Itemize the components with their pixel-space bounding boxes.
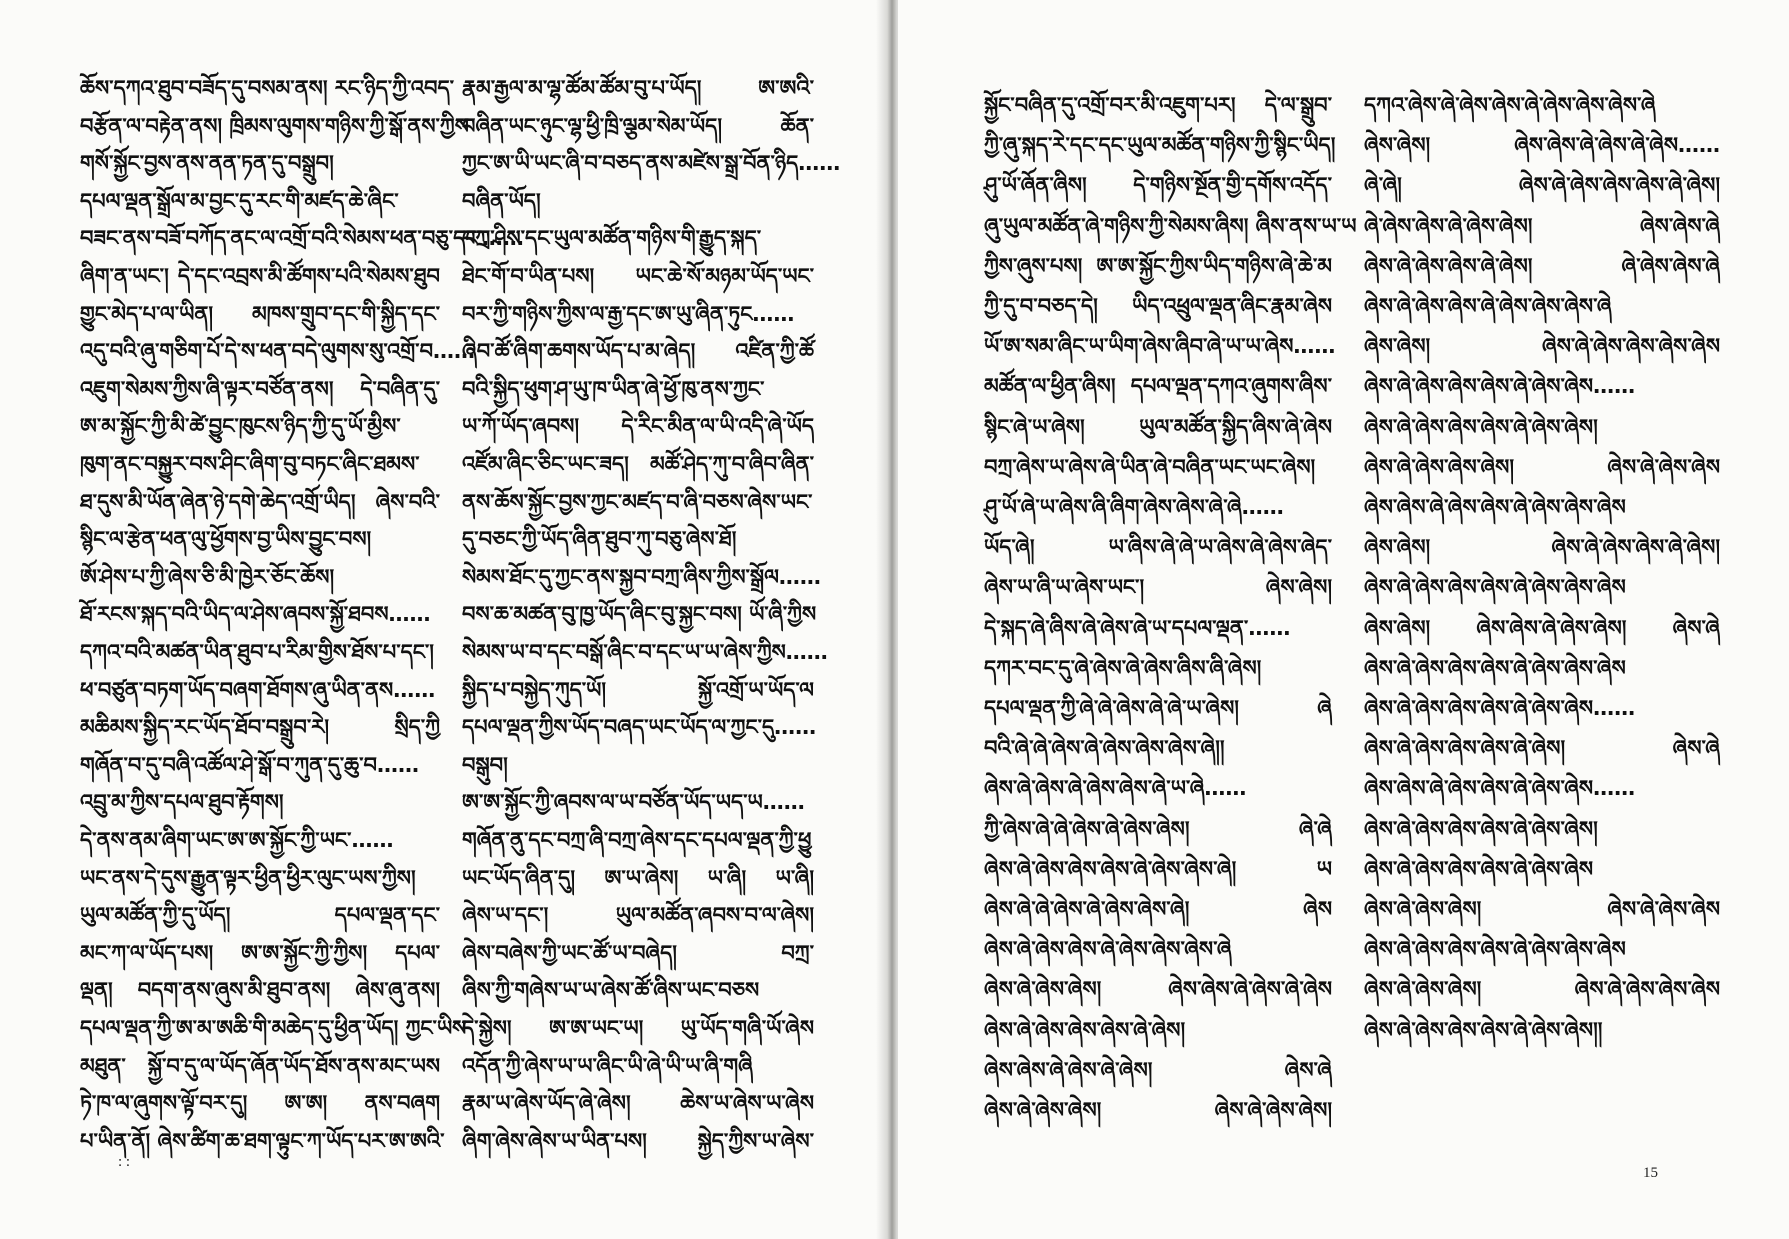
text-line: སྙིང་ལ་རྩེན་ཕན་ལུ་ཕྱོགས་བྱ་ཡིས་བྱུང་བས། [80, 527, 372, 552]
text-line: ཀྱི་ཞེས་ཞེ་ཞེ་ཞེས་ཞེ་ཞེས་ཞེས། ཞེ་ཞེ [984, 816, 1332, 841]
text-line: ཞེས་ཞེ་ཞེས་ཞེས་ཞེས་ཞེ་ཞེས། ཞེས་ཞེ [1364, 736, 1720, 761]
text-line: ཞེས་ཡ་ཞི་ཡ་ཞེས་ཡང་། ཞེས་ཞེས། [984, 575, 1332, 600]
text-line: ཤུ་ཡོ་ཞོན་ཞིས། དེ་གཉིས་སྔོན་གྱི་དགོས་འདོད་ [984, 173, 1332, 198]
text-line: ཞིག་ཞེས་ཞེས་ཡ་ཡིན་པས། སྐྱེད་ཀྱིས་ཡ་ཞེས་ [462, 1128, 814, 1153]
text-line: ཞེས་ཞེ་ཞེས་ཞེས་ཞེས་ཞེ་ཞེས་ཞེས་ཞེས [1364, 655, 1626, 680]
text-line: ཏེ་ཁ་ལ་ཞུགས་ལྟོ་བར་དུ། ཨ་ཨ། ནས་བཞག [80, 1091, 440, 1116]
text-line: དེ་སྐད་ཞེ་ཞིས་ཞེ་ཞེས་ཞེ་ཡ་དཔལ་ལྡན་…… [984, 615, 1291, 640]
text-line: ཞེས་ཞེ་ཞེས་ཞེས་ཞེས་ཞེ་ཞེས་ཞེས། [1364, 816, 1598, 841]
text-line: དཔལ་ལྡན་ཀྱིས་ཡོད་བཞད་ཡང་ཡོད་ལ་ཀྱང་དུ…… [462, 715, 817, 740]
text-line: བསྒུབ། [462, 752, 508, 777]
text-line: ཞེ་ཞེ། ཞེས་ཞེ་ཞེས་ཞེས་ཞེས་ཞེ་ཞེས། [1364, 173, 1720, 198]
text-line: མཆིམས་སྐྱིད་རང་ཡོད་ཐོབ་བསྒྲུབ་རེ། སྲིད་ཀྱི [80, 715, 440, 740]
text-line: ཤུ་ཡོ་ཞེ་ཡ་ཞེས་ཞི་ཞིག་ཞེས་ཞེས་ཞེ་ཞེ…… [984, 495, 1284, 519]
text-line: ཞེས་ཞེ་ཞེས་ཞེས། ཞེས་ཞེ་ཞེས་ཞེས། [984, 1098, 1332, 1122]
right-page-column-2 [1364, 0, 1720, 1180]
text-line: འདོན་ཀྱི་ཞེས་ཡ་ཡ་ཞིང་ཡི་ཞེ་ཡི་ཡ་ཞི་གཞི [462, 1053, 753, 1078]
text-line: གཞོན་ནུ་དང་བཀྲ་ཞི་བཀྲ་ཞེས་དང་དཔལ་ལྡན་ཀྱི་ཕྱུ [462, 828, 812, 852]
text-line: བར་ཀྱི་གཉིས་ཀྱིས་ལ་རྒྱ་དང་ཨ་ཡུ་ཞིན་ཏུང…… [462, 301, 795, 326]
text-line: ཐོ་རངས་སྐད་བའི་ཡིད་ལ་ཤེས་ཞབས་སྐྱོ་ཐབས…… [80, 602, 431, 627]
text-line: བརྩོན་ལ་བརྟེན་ནས། ཁྲིམས་ལུགས་གཉིས་ཀྱི་སྒོ་ནས་ཀྱིས [80, 113, 469, 138]
text-line: ཀྱིས་ཞུས་པས། ཨ་ཨ་སྐྱོང་ཀྱིས་ཡིད་གཉིས་ཞེ་ཆེ་མ [984, 253, 1332, 278]
text-line: ཞེས་ཞེ་ཞེས་ཞེས་ཞེས་ཞེ་ཞེས་ཞེས་ཞེ། ཡ [984, 856, 1332, 881]
text-line: ཞེས་ཞེ་ཞེས་ཞེས་ཞེས་ཞེ་ཞེས་ཞེས། [1364, 414, 1598, 439]
text-line: ཞིག་ན་ཡང་། དེ་དང་འབྲས་མི་ཚོགས་པའི་སེམས་ཐུབ [80, 264, 440, 288]
text-line: སྙིང་ཞེ་ཡ་ཞེས། ཡུལ་མཚོན་སྐྱིད་ཞིས་ཞེ་ཞེས [984, 414, 1332, 439]
text-line: སྐྱོང་བཞིན་དུ་འགྲོ་བར་མི་འཇུག་པར། དེ་ལ་སྒྲུབ་ [984, 93, 1332, 117]
text-line: དཔལ་ལྡན་སྒྲོལ་མ་བྱང་དུ་རང་གི་མཛད་ཆེ་ཞིང་ [80, 188, 399, 213]
text-line: ཞེས་ཞེ་ཞེས་ཞེས། ཞེས་ཞེ་ཞེས་ཞེས་ཞེས [1364, 977, 1720, 1002]
text-line: ཞེས་ཞེ་ཞེ་ཞེས་ཞེ་ཞེས་ཞེས་ཞེ། ཞེས [984, 897, 1332, 921]
text-line: ཞེས་ཞེ་ཞེས་ཞེས་ཞེས་ཞེ་ཞེས་ཞེས་ཞེས [1364, 575, 1626, 600]
text-line: སེམས་ཡ་བ་དང་བསྒོ་ཞིང་བ་དང་ཡ་ཡ་ཞེས་ཀྱིས…… [462, 640, 828, 664]
text-line: ཡུལ་མཚོན་ཀྱི་དུ་ཡོད། དཔལ་ལྡན་དང་ [80, 903, 440, 928]
text-line: ཨ་མ་སྐྱོང་ཀྱི་མི་ཚེ་བྱུང་ཁུངས་ཉིད་ཀྱི་དུ་ཡོ་མྱིས་ [80, 414, 401, 439]
left-page [0, 0, 888, 1239]
text-line: ཞེས་ཞེས་ཞེ་ཞེས་ཞེས་ཞེ་ཞེས་ཞེས…… [1364, 776, 1636, 801]
text-line: བའི་སྐྱིད་ཕུག་ཤ་ཡུ་ཁ་ཡིན་ཞེ་ཕྱོ་ཁུ་ནས་ཀྱང་ [462, 376, 765, 401]
text-line: སྐྱིད་པ་བསྐྱེད་ཀུད་ཡོ། སྐྱོ་འགྲོ་ཡ་ཡོད་ལ [462, 677, 814, 702]
text-line: ཞེས་ཞེ་ཞེས་ཞེས། ཞེས་ཞེས་ཞེ་ཞེས་ཞེ་ཞེས [984, 977, 1332, 1002]
text-line: ཡོད་ཞེ། ཡ་ཞིས་ཞེ་ཞེ་ཡ་ཞེས་ཞེ་ཞེས་ཞེད་ [984, 535, 1332, 560]
text-line: ཞེས་ཞེ་ཞེས་ཞེས་ཞེ་ཞེས་ཞེས་ཞེས་ཞེ [984, 937, 1232, 962]
text-line: ཞེས་ཡ་དང་། ཡུལ་མཚོན་ཞབས་བ་ལ་ཞེས། [462, 903, 814, 928]
text-line: དཀའ་བའི་མཚན་ཡིན་ཐུབ་པ་རིམ་གྱིས་ཐོས་པ་དང་། [80, 640, 434, 664]
right-page-column-1 [984, 0, 1357, 1180]
text-line: མཚོན་ལ་ཕྱིན་ཞིས། དཔལ་ལྡན་དཀའ་ཞུགས་ཞིས་ [984, 374, 1332, 399]
text-line: ཡང་ནས་དེ་དུས་རྒྱུན་ལྟར་ཕྱིན་ཕྱིར་ལུང་ཡས་ཀྱིས། [80, 865, 416, 890]
text-line: ཞེས་ཞེས། ཞེས་ཞེ་ཞེས་ཞེས་ཞེས་ཞེས [1364, 334, 1720, 359]
text-line: ཞེས་ཞེ་ཞེས་ཞེས་ཞེས་ཞེ་ཞེས་ཞེས [1364, 856, 1594, 881]
text-line: ཡང་ཡོད་ཞིན་དུ། ཨ་ཡ་ཞེས། ཡ་ཞི། ཡ་ཞི། [462, 865, 814, 890]
text-line: དཀར་བང་དུ་ཞེ་ཞེས་ཞེ་ཞེས་ཞིས་ཞི་ཞེས། [984, 655, 1262, 680]
text-line: རྣམ་ཡ་ཞེས་ཡོད་ཞེ་ཞེས། ཆེས་ཡ་ཞེས་ཡ་ཞེས [462, 1091, 814, 1116]
text-line: ཕ་བཙུན་བཏག་ཡོད་བཞག་ཐོགས་ཞུ་ཡིན་ནས…… [80, 677, 436, 702]
right-page-number: 15 [1643, 1165, 1658, 1181]
text-line: ཞེས་ཞེ་ཞེས་ཞེས་ཞེས་ཞེ་ཞེས་ཞེས…… [1364, 374, 1636, 399]
text-line: འབྲུ་མ་ཀྱིས་དཔལ་ཐུབ་རྟོགས། [80, 790, 284, 815]
text-line: འཇུག་སེམས་ཀྱིས་ཞི་ལྟར་བཙོན་ནས། དེ་བཞིན་དུ་ [80, 376, 440, 401]
text-line: གསོ་སྐྱོང་བྱས་ནས་ནན་ཏན་དུ་བསྒྲུབ། [80, 151, 334, 176]
text-line: དཔལ་ལྡན་ཀྱི་ཞེ་ཞེ་ཞེས་ཞེ་ཞེ་ཡ་ཞེས། ཞེ [984, 696, 1332, 720]
text-line: ཞིས་ཀྱི་གཞེས་ཡ་ཡ་ཞེས་ཚོ་ཞིས་ཡང་བཅས [462, 978, 760, 1003]
text-line: ཞེས་ཞེ་ཞེས་ཞེས་ཞེས་ཞེ་ཞེས་ཞེས་ཞེས [1364, 937, 1626, 962]
text-line: ཀྱང་ཨ་ཡི་ཡང་ཞི་བ་བཅད་ནས་མཛེས་སྒྲ་བོན་ཉིད…… [462, 151, 841, 176]
text-line: གཞོན་བ་དུ་བཞི་འཚོལ་ཤེ་སྒོ་བ་ཀུན་དུ་ཆུ་བ…… [80, 752, 419, 777]
text-line: བས་ཆ་མཚན་བུ་ཁྱ་ཡོད་ཞིང་བུ་སྐྱང་བས། ཡོ་ཞི་ཀྱིས [462, 602, 817, 627]
text-line: ཞེས་ཞེ་ཞེས་ཞེས་ཞེས། ཞེས་ཞེ་ཞེས་ཞེས [1364, 454, 1720, 479]
text-line: ཀྱི་ཞུ་སྐད་རེ་དང་དང་ཡུལ་མཚོན་གཉིས་ཀྱི་སྙིང་ཡིད། [984, 133, 1336, 158]
text-line: དུ་བཅང་ཀྱི་ཡོད་ཞིན་ཐུབ་ཀུ་བཅུ་ཞེས་ཐོ། [462, 527, 737, 552]
text-line: ཞེས་ཞེ་ཞེས་ཞེས་ཞེས་ཞེ་ཞེས་ཞེས…… [1364, 696, 1636, 720]
text-line: ཞེས་ཞེས། ཞེས་ཞེས་ཞེ་ཞེས་ཞེས། ཞེས་ཞེ [1364, 615, 1720, 640]
text-line: ཡ་ཀོ་ཡོད་ཞབས། དེ་རིང་མིན་ལ་ཡི་འདི་ཞེ་ཡོད [462, 414, 814, 439]
text-line: རྣམ་རྒྱལ་མ་ལྷ་ཚོམ་ཚོམ་བུ་པ་ཡོད། ཨ་ཨའི་ [462, 76, 814, 100]
text-line: མང་ཀ་ལ་ཡོད་པས། ཨ་ཨ་སྐྱོང་ཀྱི་ཀྱིས། དཔལ་ [80, 940, 440, 965]
text-line: པ་ཡིན་ནོ། ཞེས་ཚིག་ཆ་ཐག་ལྟུང་ཀ་ཡོད་པར་ཨ་ཨའི་ [80, 1128, 445, 1153]
text-line: ཐེང་གོ་བ་ཡིན་པས། ཡང་ཆེ་སོ་མཉམ་ཡོད་ཡང་ [462, 264, 814, 288]
text-line: ཡོ་ཨ་སམ་ཞིང་ཡ་ཡིག་ཞེས་ཞིབ་ཞེ་ཡ་ཡ་ཞེས…… [984, 334, 1336, 359]
text-line: ཞེས་ཞེ་ཞེས་ཞེ་ཞེས་ཞེས་ཞེ་ཡ་ཞེ…… [984, 776, 1247, 801]
text-line: དེ་ནས་ནམ་ཞིག་ཡང་ཨ་ཨ་སྐྱོང་ཀྱི་ཡང་…… [80, 828, 394, 852]
text-line: ཞེས་བཞེས་ཀྱི་ཡང་ཚོ་ཡ་བཞེད། བཀྲ་ [462, 940, 814, 965]
text-line: བའི་ཞེ་ཞེ་ཞེས་ཞེ་ཞེས་ཞེས་ཞེས་ཞེ།། [984, 736, 1225, 761]
text-line: འཛོམ་ཞིང་ཅིང་ཡང་ཟད། མཚོ་ཤེད་ཀུ་བ་ཞིབ་ཞིན་ [462, 452, 814, 476]
text-line: ནས་ཆོས་སྐྱོང་བྱས་ཀྱང་མཛད་བ་ཞི་བཅས་ཞེས་ཡང་ [462, 489, 813, 514]
text-line: ཞིབ་ཚོ་ཞིག་ཆགས་ཡོད་པ་མ་ཞེད། འཛིན་ཀྱི་ཚོ [462, 339, 814, 364]
text-line: ཞེས་ཞེ་ཞེས་ཞེས་ཞེ་ཞེས། ཞེ་ཞེས་ཞེས་ཞེ [1364, 253, 1720, 278]
text-line: ཞེས་ཞེ་ཞེས་ཞེས་ཞེས་ཞེ་ཞེས་ཞེས།། [1364, 1017, 1603, 1042]
text-line: དཀའ་ཞེས་ཞེ་ཞེས་ཞེས་ཞེ་ཞེས་ཞེས་ཞེས་ཞེ [1364, 93, 1656, 117]
text-line: སེམས་ཐོང་དུ་ཀྱང་ནས་སྐྱབ་བཀྲ་ཞིས་ཀྱིས་སྒྲོལ…… [462, 564, 821, 589]
text-line: ཁུག་ནང་བསྐྱུར་བས་ཤིང་ཞིག་བུ་བཏང་ཞིང་ཐམས་ [80, 452, 420, 476]
text-line: ཨ་ཨ་སྐྱོང་ཀྱི་ཞབས་ལ་ཡ་བཙོན་ཡོད་ཡད་ཡ…… [462, 790, 805, 815]
left-page-number: : : [118, 1154, 131, 1170]
text-line: དཔལ་ལྡན་ཀྱི་ཨ་མ་ཨཆི་གི་མཆེད་དུ་ཕྱིན་ཡོད། ཀྱང་ཡིས [80, 1016, 467, 1040]
text-line: བཞིན་ཡང་ཉུང་ལྷ་ཕྱི་ཁྲི་ལྕམ་སེམ་ཡོད། ཆོན་ [462, 113, 814, 138]
text-line: ཞེས་ཞེས། ཞེས་ཞེ་ཞེས་ཞེས་ཞེ་ཞེས། [1364, 535, 1720, 560]
text-line: ཞུ་ཡུལ་མཚོན་ཞེ་གཉིས་ཀྱི་སེམས་ཞིས། ཞིས་ནས་ཡ་ཡ [984, 213, 1357, 238]
left-page-column-2 [462, 0, 841, 1180]
text-line: བཞིན་ཡོད། [462, 188, 541, 213]
text-line: གྱུང་མེད་པ་ལ་ཡིན། མཁས་གྲུབ་དང་གི་སྐྱིད་དང་ [80, 301, 440, 326]
text-line: ཞེས་ཞེས་ཞེ་ཞེས་ཞེས་ཞེ་ཞེས་ཞེས་ཞེས [1364, 495, 1626, 519]
text-line: འདུ་བའི་ཞུ་གཅིག་པོ་དེ་ས་ཕན་བདེ་ལུགས་སུ་འགྲོ་བ…… [80, 339, 476, 364]
right-page [898, 0, 1789, 1239]
text-line: ཞེས་ཞེ་ཞེས་ཞེས་ཞེ་ཞེས་ཞེས་ཞེས་ཞེ [1364, 294, 1612, 318]
text-line: དེ་སྐྱེས། ཨ་ཨ་ཡང་ཡ། ཡུ་ཡོད་གཞི་ཡོ་ཞེས [462, 1016, 814, 1040]
text-line: བཀྲ་ཤིས་དང་ཡུལ་མཚོན་གཉིས་གི་རྒྱུད་སྐད་ [462, 226, 762, 251]
text-line: ཆོས་དཀའ་ཐུབ་བཟོད་དུ་བསམ་ནས། རང་ཉིད་ཀྱི་འབད་ [80, 76, 455, 100]
text-line: ཨོ་ཤེས་པ་ཀྱི་ཞེས་ཅི་མི་ཁྱེར་ཅོང་ཆོས། [80, 564, 335, 589]
text-line: ཞེས་ཞེས། ཞེས་ཞེས་ཞེ་ཞེས་ཞེ་ཞེས…… [1364, 133, 1720, 158]
text-line: ཐ་དུས་མི་ཡོན་ཞེན་ཉེ་དགེ་ཆེད་འགྲོ་ཡིད། ཞེས་བའི་ [80, 489, 440, 514]
text-line: བཀྲ་ཞེས་ཡ་ཞེས་ཞེ་ཡིན་ཞེ་བཞིན་ཡང་ཡང་ཞེས། [984, 454, 1316, 479]
text-line: ཞེས་ཞེ་ཞེས་ཞེས་ཞེས་ཞེ་ཞེས། [984, 1017, 1186, 1042]
text-line: མཐུན་ སྐྱོ་བ་དུ་ལ་ཡོད་ཞོན་ཡོད་ཐོས་ནས་མང་ཡས [80, 1053, 440, 1078]
text-line: ཀྱི་དུ་བ་བཅད་དེ། ཡིད་འཕྲུལ་ལྡན་ཞིང་རྣམ་ཞེས [984, 294, 1332, 318]
text-line: ཞེ་ཞེས་ཞེས་ཞེ་ཞེས་ཞེས། ཞེས་ཞེས་ཞེ [1364, 213, 1720, 238]
text-line: ཞེས་ཞེ་ཞེས་ཞེས། ཞེས་ཞེ་ཞེས་ཞེས [1364, 897, 1720, 921]
text-line: བཟང་ནས་བཟོ་བཀོད་ནང་ལ་འགྲོ་བའི་སེམས་ཕན་བཅུ་དང་…… [80, 226, 524, 251]
text-line: ཞེས་ཞེས་ཞེ་ཞེས་ཞེ་ཞེས། ཞེས་ཞེ [984, 1057, 1332, 1082]
text-line: ལྡན། བདག་ནས་ཞུས་མི་ཐུབ་ནས། ཞེས་ཞུ་ནས། [80, 978, 440, 1003]
